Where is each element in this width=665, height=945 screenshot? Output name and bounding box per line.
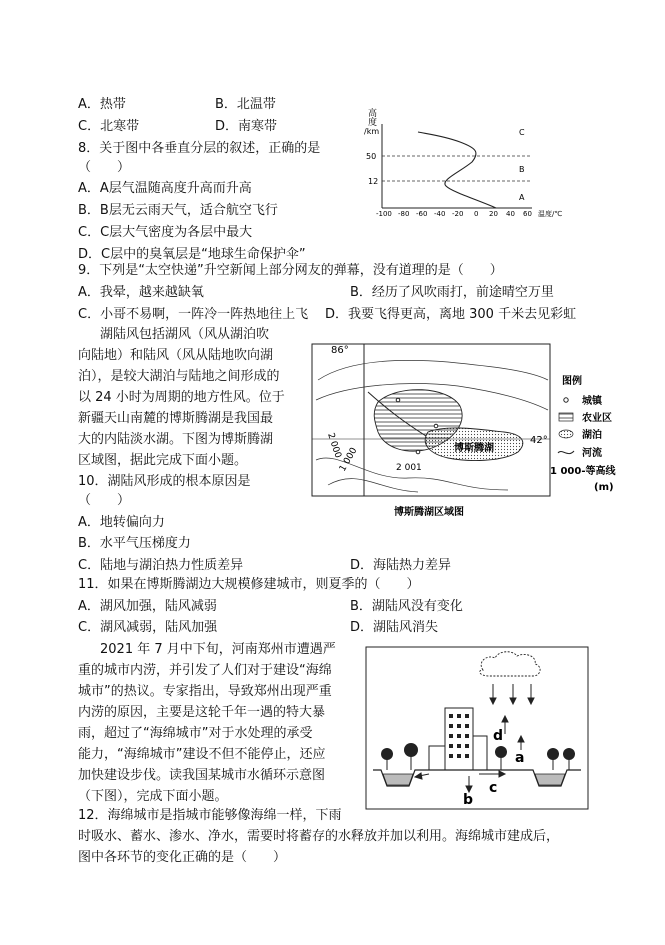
fig-atm-xtick: 0	[474, 210, 479, 218]
legend-lake-label: 湖泊	[582, 430, 602, 441]
q11-option-b: B．湖陆风没有变化	[350, 599, 463, 614]
q12-line-2: 时吸水、蓄水、渗水、净水，需要时将蓄存的水释放并加以利用。海绵城市建成后，	[78, 829, 560, 844]
lake-intro-line: 向陆地）和陆风（风从陆地吹向湖	[78, 348, 274, 363]
q9-stem: 9．下列是“太空快递”升空新闻上部分网友的弹幕，没有道理的是（ ）	[78, 263, 503, 278]
legend-town-symbol	[564, 398, 568, 402]
city-label-b: b	[463, 792, 474, 808]
lake-intro-line: 泊），是较大湖泊与陆地之间形成的	[78, 369, 280, 384]
fig-atm-layer-b: B	[519, 165, 525, 174]
pond-left	[383, 774, 413, 785]
legend-river-label: 河流	[582, 448, 602, 459]
legend-town-label: 城镇	[582, 396, 602, 407]
legend-title: 图例	[562, 376, 582, 387]
legend-contour-unit: (m)	[594, 482, 614, 493]
city-label-a: a	[515, 750, 525, 766]
fig-atm-ylabel-unit: /km	[364, 127, 380, 136]
building-small	[473, 736, 487, 770]
fig-atm-xtick: -40	[434, 210, 446, 218]
q11-option-c: C．湖风减弱，陆风加强	[78, 620, 218, 635]
q10-option-a: A．地转偏向力	[78, 515, 165, 530]
fig-atm-xtick: -20	[452, 210, 464, 218]
q8-option-d: D．C层中的臭氧层是“地球生命保护伞”	[78, 247, 306, 262]
map-contour-label-3: 2 001	[396, 463, 422, 473]
fig-atm-xtick: 40	[506, 210, 515, 218]
fig-atm-ytick-50: 50	[366, 152, 377, 161]
fig-atm-ytick-12: 12	[368, 177, 379, 186]
map-town	[416, 450, 420, 454]
q10-paren: （ ）	[78, 493, 131, 508]
city-label-c: c	[489, 780, 498, 796]
sponge-city-water-cycle-figure	[365, 646, 590, 811]
q9-option-a: A．我晕，越来越缺氧	[78, 285, 204, 300]
map-contour-label-1: 2 000	[325, 431, 343, 460]
legend-river-symbol	[558, 451, 574, 454]
map-lon-label: 86°	[331, 345, 349, 356]
q8-paren: （ ）	[78, 160, 131, 175]
building-left	[429, 746, 445, 770]
fig-atm-temperature-curve	[418, 132, 496, 208]
q11-option-a: A．湖风加强，陆风减弱	[78, 599, 217, 614]
map-lat-label: 42°	[530, 435, 548, 446]
lake-intro-line: 以 24 小时为周期的地方性风。位于	[78, 390, 285, 405]
lake-intro-line: 大的内陆淡水湖。下图为博斯腾湖	[78, 432, 274, 447]
lake-intro-line: 新疆天山南麓的博斯腾湖是我国最	[78, 411, 274, 426]
fig-atm-layer-c: C	[519, 128, 525, 137]
q8-option-b: B．B层无云雨天气，适合航空飞行	[78, 203, 278, 218]
q11-stem: 11．如果在博斯腾湖边大规模修建城市，则夏季的（ ）	[78, 577, 420, 592]
q8-option-a: A．A层气温随高度升高而升高	[78, 181, 252, 196]
city-intro-line: 城市”的热议。专家指出，导致郑州出现严重	[78, 684, 332, 699]
q7-option-d: D．南寒带	[215, 119, 278, 134]
q8-stem: 8．关于图中各垂直分层的叙述，正确的是	[78, 141, 321, 156]
atmosphere-layer-figure	[360, 104, 585, 222]
fig-atm-xlabel: 温度/℃	[538, 210, 563, 218]
map-town	[396, 398, 400, 402]
fig-atm-ylabel-1: 高	[368, 109, 378, 119]
q10-option-b: B．水平气压梯度力	[78, 536, 191, 551]
fig-atm-layer-a: A	[519, 193, 525, 202]
q9-option-d: D．我要飞得更高，离地 300 千米去见彩虹	[325, 307, 577, 322]
legend-agri-symbol	[559, 413, 573, 421]
q7-option-c: C．北寒带	[78, 119, 140, 134]
city-intro-line: 加快建设步伐。读我国某城市水循环示意图	[78, 768, 326, 783]
city-intro-line: 雨，超过了“海绵城市”对于水处理的承受	[78, 726, 313, 741]
fig-atm-xtick: -80	[398, 210, 410, 218]
q8-option-c: C．C层大气密度为各层中最大	[78, 225, 253, 240]
q12-line-3: 图中各环节的变化正确的是（ ）	[78, 850, 287, 865]
city-intro-line: 重的城市内涝，并引发了人们对于建设“海绵	[78, 663, 332, 678]
bosten-lake-map	[308, 340, 648, 520]
q7-option-a: A．热带	[78, 97, 126, 112]
map-lake-name: 博斯腾湖	[454, 443, 494, 454]
legend-lake-symbol	[559, 430, 573, 438]
map-caption: 博斯腾湖区域图	[394, 507, 464, 518]
city-intro-line: 能力，“海绵城市”建设不但不能停止，还应	[78, 747, 326, 762]
map-contour-label-2: 1 000	[337, 446, 360, 474]
legend-contour-label: 1 000-等高线	[550, 466, 616, 477]
pond-right	[535, 774, 565, 785]
lake-intro-line: 区域图，据此完成下面小题。	[78, 453, 248, 468]
map-town	[434, 424, 438, 428]
q7-option-b: B．北温带	[215, 97, 276, 112]
fig-atm-xtick: 60	[523, 210, 532, 218]
city-intro-line: 2021 年 7 月中下旬，河南郑州市遭遇严	[100, 642, 336, 657]
q12-line-1: 12．海绵城市是指城市能够像海绵一样，下雨	[78, 808, 342, 823]
city-intro-line: 内涝的原因，主要是这轮千年一遇的特大暴	[78, 705, 326, 720]
city-intro-line: （下图），完成下面小题。	[78, 789, 228, 804]
fig-atm-xtick: -60	[416, 210, 428, 218]
q9-option-b: B．经历了风吹雨打，前途晴空万里	[350, 285, 554, 300]
fig-atm-xtick: -100	[376, 210, 392, 218]
q10-stem: 10．湖陆风形成的根本原因是	[78, 474, 251, 489]
q9-option-c: C．小哥不易啊，一阵冷一阵热地往上飞	[78, 307, 309, 322]
q10-option-c: C．陆地与湖泊热力性质差异	[78, 558, 244, 573]
city-label-d: d	[493, 728, 504, 744]
legend-agri-label: 农业区	[582, 413, 612, 424]
q10-option-d: D．海陆热力差异	[350, 558, 452, 573]
q11-option-d: D．湖陆风消失	[350, 620, 439, 635]
fig-atm-ylabel-2: 度	[368, 118, 378, 128]
fig-atm-xtick: 20	[489, 210, 498, 218]
lake-intro-line: 湖陆风包括湖风（风从湖泊吹	[100, 327, 270, 342]
